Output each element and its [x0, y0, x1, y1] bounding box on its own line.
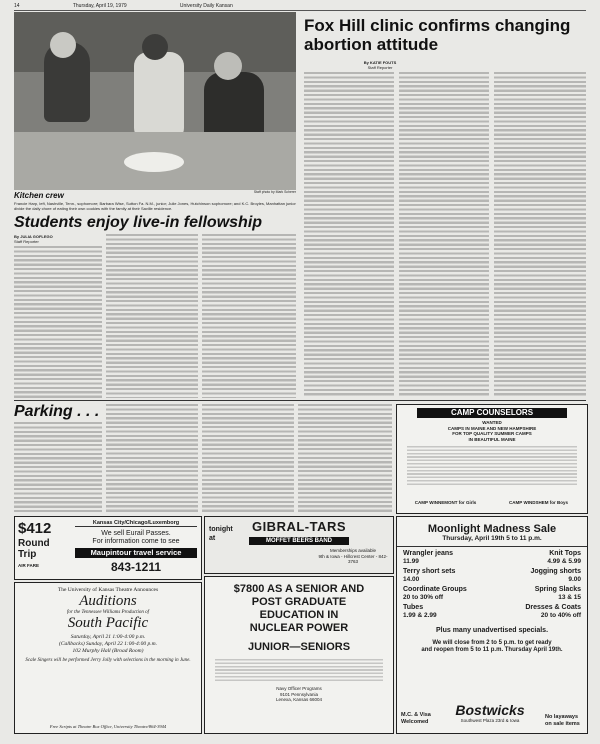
- moonlight-row: [397, 550, 587, 558]
- page-date: Thursday, April 19, 1979: [72, 3, 127, 9]
- moonlight-item: Spring Slacks: [534, 586, 581, 593]
- gibraltars-info-2: 9th & Iowa - Hillcrest Center - 842-3763: [318, 553, 388, 564]
- moonlight-item: Coordinate Groups: [403, 586, 467, 593]
- camp-line-3: FOR TOP QUALITY SUMMER CAMPS: [452, 431, 532, 436]
- gibraltars-info-1: Memberships available: [329, 548, 377, 553]
- page-number: 14: [14, 3, 20, 9]
- moonlight-row: [397, 594, 587, 601]
- fox-hill-headline: Fox Hill clinic confirms changing abortion attitude: [304, 16, 571, 54]
- moonlight-ad: [396, 516, 588, 734]
- moonlight-row: [397, 558, 587, 565]
- gibraltars-ad: [204, 516, 394, 574]
- audition-title: Auditions: [79, 593, 137, 609]
- moonlight-price: 1.99 & 2.99: [403, 612, 437, 619]
- nuclear-body: [215, 659, 383, 683]
- moonlight-layaway: No layaways on sale items: [545, 714, 580, 727]
- moonlight-price: 9.00: [568, 576, 581, 583]
- fox-hill-column-3: [494, 72, 586, 397]
- moonlight-close-2: and reopen from 5 to 11 p.m. Thursday April 19th.: [421, 647, 563, 653]
- camp-right: CAMP WINDSHEM for Boys: [509, 500, 568, 505]
- fellowship-column-2: [106, 234, 198, 398]
- moonlight-price: 14.00: [403, 576, 420, 583]
- moonlight-row: [397, 576, 587, 583]
- moonlight-row: [397, 586, 587, 594]
- audition-note: Scale Singers will be performed Jerry Jolly with selections in the morning in June.: [25, 658, 191, 663]
- nuclear-line-1: $7800 AS A SENIOR AND: [233, 583, 365, 595]
- camp-left: CAMP WINNEMONT for Girls: [414, 500, 477, 505]
- camp-line-1: WANTED: [482, 420, 502, 425]
- gibraltars-band: MOFFET BEERS BAND: [249, 537, 349, 545]
- fellowship-byline: [14, 234, 74, 244]
- audition-place: 102 Murphy Hall (Broad Room): [72, 648, 144, 654]
- moonlight-items: [397, 546, 587, 619]
- nuclear-line-4: NUCLEAR POWER: [249, 622, 349, 634]
- moonlight-store: Bostwicks: [455, 702, 525, 718]
- moonlight-row: [397, 568, 587, 576]
- nuclear-line-2: POST GRADUATE: [251, 596, 347, 608]
- page-header: [14, 3, 586, 11]
- kitchen-photo: [14, 12, 296, 190]
- audition-pickup: Free Scripts at Theatre Box Office, University Theatre/864-3944: [49, 724, 167, 729]
- travel-phone: 843-1211: [110, 560, 162, 574]
- nuclear-line-3: EDUCATION IN: [259, 609, 339, 621]
- nuclear-office-2: 9101 Pennsylvania: [279, 691, 319, 697]
- parking-column-3: [202, 404, 294, 512]
- audition-ad: [14, 582, 202, 734]
- divider: [14, 400, 586, 401]
- gibraltars-tonight: tonight: [209, 526, 233, 533]
- parking-headline: Parking . . .: [14, 403, 100, 420]
- parking-column-4: [298, 404, 392, 512]
- moonlight-price: 13 & 15: [558, 594, 581, 601]
- travel-line-1: We sell Eurail Passes.: [101, 530, 171, 537]
- fox-hill-byline: [330, 60, 430, 70]
- fellowship-byline-role: Staff Reporter: [14, 239, 39, 244]
- audition-play: South Pacific: [67, 615, 149, 631]
- audition-date-1: Saturday, April 21 1:00-4:00 p.m.: [70, 634, 146, 640]
- travel-air-fare: AIR FARE: [18, 563, 40, 568]
- moonlight-item: Wrangler jeans: [403, 550, 454, 557]
- camp-title: CAMP COUNSELORS: [417, 408, 567, 418]
- audition-date-2: (Callbacks) Sunday, April 22 1:00-4:00 p.m.: [59, 641, 157, 647]
- travel-route: Kansas City/Chicago/Luxemborg: [75, 520, 197, 527]
- parking-column-2: [106, 404, 198, 512]
- moonlight-item: Jogging shorts: [530, 568, 581, 575]
- moonlight-date: Thursday, April 19th 5 to 11 p.m.: [442, 535, 542, 542]
- moonlight-price: 11.99: [403, 558, 419, 565]
- paper-name: University Daily Kansan: [179, 3, 233, 9]
- moonlight-item: Knit Tops: [549, 550, 581, 557]
- kitchen-caption: Francie Harp, left, Nashville, Tenn., sophomore; Barbara Wise, Sutton Fa. N.M., junior; Julie Jones, Hutchinson sophomore; and K.C. Broyles, Manhattan junior divide the daily chore of eating their own cookies with the family at their Saville residence.: [14, 201, 296, 211]
- moonlight-row: [397, 604, 587, 612]
- nuclear-office-3: Lenexa, Kansas 66004: [275, 697, 323, 702]
- moonlight-unadvertised: Plus many unadvertised specials.: [435, 627, 549, 634]
- kitchen-title: Kitchen crew: [14, 191, 64, 200]
- travel-price: $412: [18, 520, 52, 537]
- nuclear-ad: [204, 576, 394, 734]
- moonlight-store-address: Southwest Plaza 23rd & Iowa: [460, 718, 520, 723]
- nuclear-tagline: JUNIOR—SENIORS: [247, 641, 351, 653]
- moonlight-item: Tubes: [403, 604, 424, 611]
- fox-hill-byline-name: By KATIE FOUTS: [363, 60, 397, 65]
- moonlight-price: 4.99 & 5.99: [547, 558, 581, 565]
- moonlight-item: Terry short sets: [403, 568, 456, 575]
- travel-line-2: For information come to see: [92, 538, 180, 545]
- fox-hill-byline-role: Staff Reporter: [367, 65, 393, 70]
- moonlight-item: Dresses & Coats: [525, 604, 581, 611]
- moonlight-row: [397, 612, 587, 619]
- camp-line-2: CAMPS IN MAINE AND NEW HAMPSHIRE: [447, 425, 537, 431]
- gibraltars-at: at: [209, 535, 216, 542]
- travel-agency: Maupintour travel service: [75, 548, 197, 558]
- camp-body: [407, 446, 577, 486]
- photo-credit: Staff photo by Mark Scherer: [253, 190, 296, 194]
- parking-column-1: [14, 422, 102, 512]
- travel-trip-2: Trip: [18, 549, 37, 560]
- fox-hill-column-1: [304, 72, 394, 397]
- fellowship-byline-name: By JULIA GOFLEGO: [14, 234, 53, 239]
- audition-presenter: The University of Kansas Theatre Announces: [57, 587, 159, 593]
- moonlight-price: 20 to 40% off: [540, 612, 581, 619]
- fellowship-column-1: [14, 246, 102, 398]
- nuclear-office-1: Navy Officer Programs: [276, 686, 322, 691]
- fox-hill-column-2: [399, 72, 489, 397]
- moonlight-title: Moonlight Madness Sale: [427, 523, 557, 535]
- fellowship-column-3: [202, 234, 296, 398]
- fellowship-headline: Students enjoy live-in fellowship: [14, 214, 263, 231]
- audition-for-line: for the Tennessee Williams Production of: [67, 610, 149, 615]
- camp-ad: [396, 404, 588, 514]
- travel-ad: [14, 516, 202, 580]
- moonlight-cards: M.C. & Visa Welcomed: [401, 712, 431, 725]
- moonlight-close-1: We will close from 2 to 5 p.m. to get ready: [432, 640, 552, 646]
- gibraltars-name: GIBRAL-TARS: [251, 519, 347, 534]
- moonlight-price: 20 to 30% off: [403, 594, 444, 601]
- camp-line-4: IN BEAUTIFUL MAINE: [468, 436, 516, 442]
- travel-trip-1: Round: [18, 538, 50, 549]
